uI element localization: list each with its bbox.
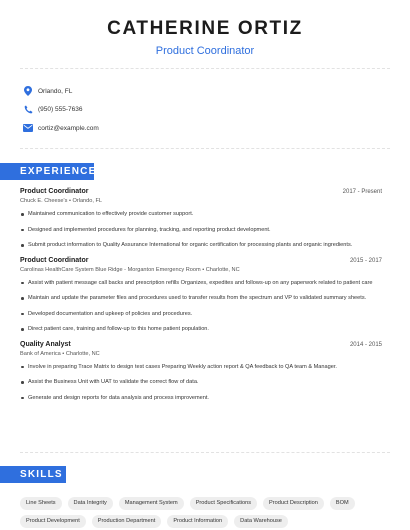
skill-pill: Management System [119,497,184,510]
job-company: Carolinas HealthCare System Blue Ridge - Morganton Emergency Room [20,266,201,273]
list-item: Direct patient care, training and follow-up to this home patient population. [20,325,382,334]
job-location: Orlando, FL [72,198,103,204]
job-title: Product Coordinator [20,256,89,264]
list-item: Submit product information to Quality Assurance International for organic certification for processing plants and organic ingredients. [20,241,382,250]
job-entry [20,188,382,250]
experience-heading: EXPERIENCE [0,163,94,180]
skill-pill: Product Description [263,497,324,510]
job-location: Charlotte, NC [205,266,240,273]
skill-pill: BOM [330,497,355,510]
contact-list [20,82,390,138]
experience-divider [20,452,390,453]
skill-pill: Product Information [167,515,228,528]
candidate-name: CATHERINE ORTIZ [107,18,303,39]
job-company: Bank of America [20,350,61,357]
list-item: Assist with patient message call backs and prescription refills Organizes, expedites and follows-up on any paperwork related to patient care [20,279,382,288]
job-dates: 2014 - 2015 [349,341,382,348]
list-item: Maintain and update the parameter files and procedures used to transfer results from the spectrum and VP to validated summary sheets. [20,294,382,303]
job-bullets [20,363,382,403]
job-entry [20,341,382,403]
experience-list [20,188,382,409]
contact-email-text[interactable]: cortiz@example.com [38,124,99,132]
contact-phone-text: (950) 555-7636 [38,106,83,114]
email-icon [22,122,34,134]
contact-location [20,82,390,101]
skill-pill: Product Specifications [190,497,257,510]
resume-header [0,18,410,57]
skill-pill: Line Sheets [20,497,62,510]
job-entry [20,257,382,334]
job-employer: Chuck E. Cheese's • Orlando, FL [20,198,103,204]
list-item: Developed documentation and upkeep of policies and procedures. [20,310,382,319]
candidate-title: Product Coordinator [155,45,255,57]
job-employer: Bank of America • Charlotte, NC [20,350,100,357]
job-bullets [20,210,382,250]
job-bullets [20,279,382,334]
list-item: Designed and implemented procedures for planning, tracking, and reporting product development. [20,226,382,235]
contact-email[interactable] [20,119,390,138]
job-employer: Carolinas HealthCare System Blue Ridge - Morganton Emergency Room • Charlotte, NC [20,266,240,273]
phone-icon [22,104,34,116]
skill-pill: Product Development [20,515,86,528]
skill-pill: Production Department [92,515,162,528]
job-location: Charlotte, NC [65,350,100,357]
location-pin-icon [22,85,34,97]
list-item: Involve in preparing Trace Matrix to design test cases Preparing Weekly action report & QA feedback to QA team & Manager. [20,363,382,372]
list-item: Generate and design reports for data analysis and process improvement. [20,394,382,403]
contact-location-text: Orlando, FL [38,87,73,95]
header-divider [20,68,390,69]
skills-heading: SKILLS [0,466,66,483]
list-item: Assist the Business Unit with UAT to validate the correct flow of data. [20,378,382,387]
contact-phone [20,101,390,120]
job-dates: 2015 - 2017 [349,257,382,264]
list-item: Maintained communication to effectively provide customer support. [20,210,382,219]
skill-pill: Data Warehouse [234,515,288,528]
contact-divider [20,148,390,149]
job-title: Quality Analyst [20,340,71,348]
skill-pill: Data Integrity [68,497,113,510]
job-title: Product Coordinator [20,188,89,195]
job-dates: 2017 - Present [342,189,382,195]
job-company: Chuck E. Cheese's [20,198,68,204]
skills-list [20,497,390,528]
